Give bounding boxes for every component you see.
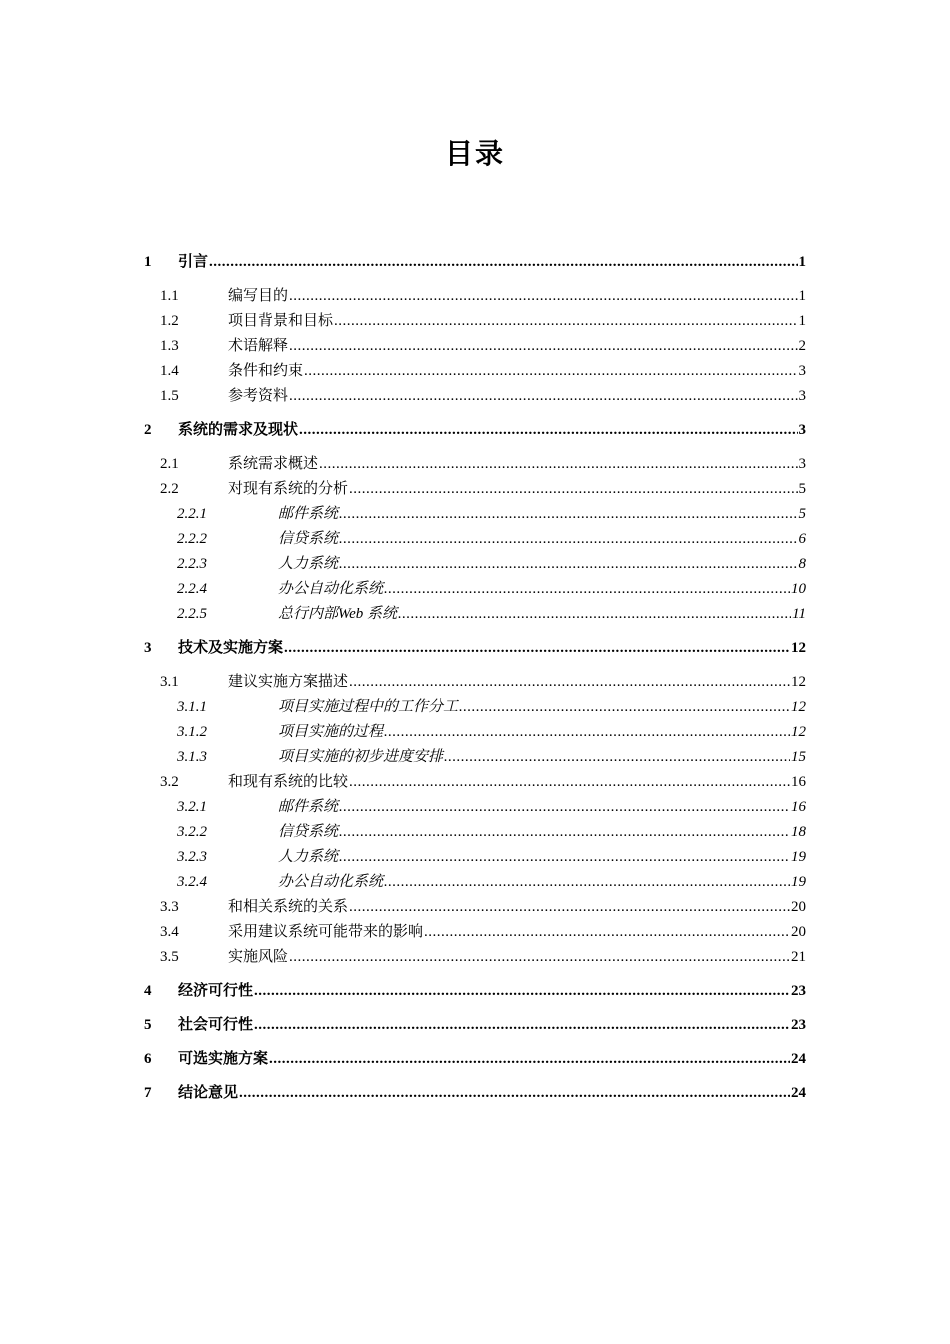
toc-entry-number: 3.2.2 [177, 824, 207, 840]
toc-entry-page: 12 [791, 724, 806, 740]
toc-entry-number: 3.1.1 [177, 699, 207, 715]
toc-entry-page: 12 [791, 674, 806, 690]
toc-entry-page: 2 [798, 338, 806, 354]
toc-entry[interactable] [144, 895, 806, 920]
toc-entry-page: 12 [791, 640, 806, 656]
toc-entry-page: 19 [791, 849, 806, 865]
toc-entry-label: 建议实施方案描述 [228, 674, 349, 690]
toc-dot-leader [339, 502, 797, 527]
toc-entry[interactable] [144, 359, 806, 384]
toc-entry[interactable] [144, 477, 806, 502]
toc-dot-leader [384, 870, 790, 895]
toc-entry-label: 和相关系统的关系 [228, 899, 349, 915]
toc-entry[interactable] [144, 418, 806, 443]
toc-entry-label: 总行内部Web 系统 [278, 606, 398, 622]
toc-entry-page: 24 [791, 1051, 806, 1067]
toc-entry-number: 3.4 [160, 924, 179, 940]
page-title: 目录 [444, 137, 505, 170]
toc-entry-number: 3 [144, 640, 152, 656]
toc-entry-label: 项目实施的过程 [278, 724, 384, 740]
toc-dot-leader [239, 1081, 790, 1106]
toc-entry-page: 16 [791, 774, 806, 790]
toc-entry-page: 16 [791, 799, 806, 815]
toc-entry[interactable] [144, 945, 806, 970]
toc-entry-label: 实施风险 [228, 949, 289, 965]
toc-dot-leader [269, 1047, 790, 1072]
toc-entry[interactable] [144, 870, 806, 895]
toc-entry-label: 条件和约束 [228, 363, 304, 379]
toc-dot-leader [349, 770, 790, 795]
toc-entry[interactable] [144, 1047, 806, 1072]
toc-dot-leader [349, 670, 790, 695]
toc-entry-page: 12 [791, 699, 806, 715]
toc-entry-page: 15 [791, 749, 806, 765]
toc-dot-leader [209, 250, 797, 275]
toc-entry[interactable] [144, 979, 806, 1004]
toc-entry-label: 信贷系统 [278, 824, 339, 840]
toc-entry-number: 1.3 [160, 338, 179, 354]
toc-entry-label: 信贷系统 [278, 531, 339, 547]
toc-entry-number: 2.2.1 [177, 506, 207, 522]
table-of-contents [144, 250, 806, 1115]
toc-entry-label: 社会可行性 [178, 1017, 254, 1033]
toc-entry-label: 人力系统 [278, 556, 339, 572]
toc-entry[interactable] [144, 795, 806, 820]
toc-dot-leader [339, 527, 797, 552]
toc-entry-label: 可选实施方案 [178, 1051, 269, 1067]
toc-entry-number: 1.2 [160, 313, 179, 329]
toc-entry[interactable] [144, 250, 806, 275]
toc-entry-page: 11 [792, 606, 806, 622]
toc-entry-label: 邮件系统 [278, 506, 339, 522]
toc-dot-leader [339, 820, 790, 845]
toc-entry-number: 2.1 [160, 456, 179, 472]
toc-entry[interactable] [144, 384, 806, 409]
toc-entry-page: 8 [798, 556, 806, 572]
toc-entry[interactable] [144, 502, 806, 527]
toc-entry[interactable] [144, 820, 806, 845]
toc-entry-number: 2.2.2 [177, 531, 207, 547]
toc-dot-leader [254, 979, 790, 1004]
toc-entry-page: 1 [798, 254, 806, 270]
toc-entry-page: 3 [798, 363, 806, 379]
toc-entry-page: 1 [798, 313, 806, 329]
toc-entry-label: 参考资料 [228, 388, 289, 404]
toc-entry[interactable] [144, 552, 806, 577]
toc-dot-leader [289, 334, 797, 359]
toc-entry-page: 23 [791, 1017, 806, 1033]
toc-entry-label: 采用建议系统可能带来的影响 [228, 924, 424, 940]
toc-entry-page: 3 [798, 388, 806, 404]
toc-entry-page: 10 [791, 581, 806, 597]
toc-entry-label: 对现有系统的分析 [228, 481, 349, 497]
toc-entry-label: 系统的需求及现状 [178, 422, 299, 438]
toc-entry[interactable] [144, 695, 806, 720]
toc-entry[interactable] [144, 745, 806, 770]
toc-dot-leader [384, 577, 790, 602]
toc-entry-label: 引言 [178, 254, 209, 270]
toc-entry-label: 编写目的 [228, 288, 289, 304]
toc-entry[interactable] [144, 720, 806, 745]
toc-entry[interactable] [144, 309, 806, 334]
toc-dot-leader [289, 384, 797, 409]
toc-dot-leader [334, 309, 797, 334]
toc-dot-leader [339, 845, 790, 870]
toc-entry-number: 2.2.3 [177, 556, 207, 572]
toc-entry-number: 3.2.4 [177, 874, 207, 890]
toc-entry-number: 2.2 [160, 481, 179, 497]
toc-dot-leader [349, 477, 797, 502]
toc-dot-leader [319, 452, 797, 477]
toc-dot-leader [398, 602, 791, 627]
toc-entry-label: 结论意见 [178, 1085, 239, 1101]
toc-entry-number: 3.2.1 [177, 799, 207, 815]
toc-entry-number: 3.2 [160, 774, 179, 790]
toc-dot-leader [254, 1013, 790, 1038]
toc-entry-label: 邮件系统 [278, 799, 339, 815]
toc-dot-leader [349, 895, 790, 920]
toc-dot-leader [289, 945, 790, 970]
toc-entry-label: 人力系统 [278, 849, 339, 865]
toc-entry-number: 3.1 [160, 674, 179, 690]
toc-entry[interactable] [144, 1081, 806, 1106]
toc-entry-number: 2 [144, 422, 152, 438]
toc-entry-page: 3 [798, 456, 806, 472]
toc-entry-page: 21 [791, 949, 806, 965]
toc-entry-label: 办公自动化系统 [278, 581, 384, 597]
toc-entry-number: 2.2.5 [177, 606, 207, 622]
toc-entry-page: 5 [798, 506, 806, 522]
toc-entry-number: 3.1.2 [177, 724, 207, 740]
toc-entry[interactable] [144, 770, 806, 795]
toc-dot-leader [384, 720, 790, 745]
toc-entry-page: 19 [791, 874, 806, 890]
toc-dot-leader [444, 745, 790, 770]
toc-entry-number: 1.4 [160, 363, 179, 379]
toc-entry-label: 系统需求概述 [228, 456, 319, 472]
toc-entry-number: 3.3 [160, 899, 179, 915]
toc-entry-number: 3.5 [160, 949, 179, 965]
toc-entry-label: 经济可行性 [178, 983, 254, 999]
toc-entry-number: 1.5 [160, 388, 179, 404]
toc-entry-page: 20 [791, 899, 806, 915]
toc-entry-page: 6 [798, 531, 806, 547]
toc-dot-leader [289, 284, 797, 309]
toc-entry[interactable] [144, 670, 806, 695]
toc-entry-page: 3 [798, 422, 806, 438]
toc-dot-leader [299, 418, 797, 443]
toc-entry-number: 1 [144, 254, 152, 270]
toc-entry-number: 7 [144, 1085, 152, 1101]
toc-entry-number: 3.1.3 [177, 749, 207, 765]
toc-entry[interactable] [144, 636, 806, 661]
toc-entry-page: 23 [791, 983, 806, 999]
toc-entry-label: 项目实施的初步进度安排 [278, 749, 444, 765]
toc-entry-label: 术语解释 [228, 338, 289, 354]
toc-entry[interactable] [144, 602, 806, 627]
toc-dot-leader [424, 920, 790, 945]
toc-dot-leader [304, 359, 797, 384]
toc-entry-label: 项目背景和目标 [228, 313, 334, 329]
toc-entry-label: 和现有系统的比较 [228, 774, 349, 790]
toc-entry[interactable] [144, 334, 806, 359]
toc-entry-number: 1.1 [160, 288, 179, 304]
toc-entry-number: 6 [144, 1051, 152, 1067]
toc-entry-number: 4 [144, 983, 152, 999]
toc-entry-label: 办公自动化系统 [278, 874, 384, 890]
toc-entry[interactable] [144, 527, 806, 552]
toc-entry-number: 3.2.3 [177, 849, 207, 865]
toc-entry-page: 18 [791, 824, 806, 840]
toc-entry[interactable] [144, 452, 806, 477]
toc-entry[interactable] [144, 284, 806, 309]
toc-entry-label: 项目实施过程中的工作分工 [278, 699, 459, 715]
toc-dot-leader [459, 695, 790, 720]
toc-entry[interactable] [144, 920, 806, 945]
toc-entry-page: 5 [798, 481, 806, 497]
toc-entry[interactable] [144, 1013, 806, 1038]
toc-entry-number: 2.2.4 [177, 581, 207, 597]
toc-entry-number: 5 [144, 1017, 152, 1033]
toc-entry[interactable] [144, 577, 806, 602]
toc-entry-page: 24 [791, 1085, 806, 1101]
toc-dot-leader [284, 636, 790, 661]
toc-dot-leader [339, 795, 790, 820]
toc-entry-label: 技术及实施方案 [178, 640, 284, 656]
toc-entry-page: 20 [791, 924, 806, 940]
toc-entry[interactable] [144, 845, 806, 870]
toc-entry-page: 1 [798, 288, 806, 304]
toc-dot-leader [339, 552, 797, 577]
